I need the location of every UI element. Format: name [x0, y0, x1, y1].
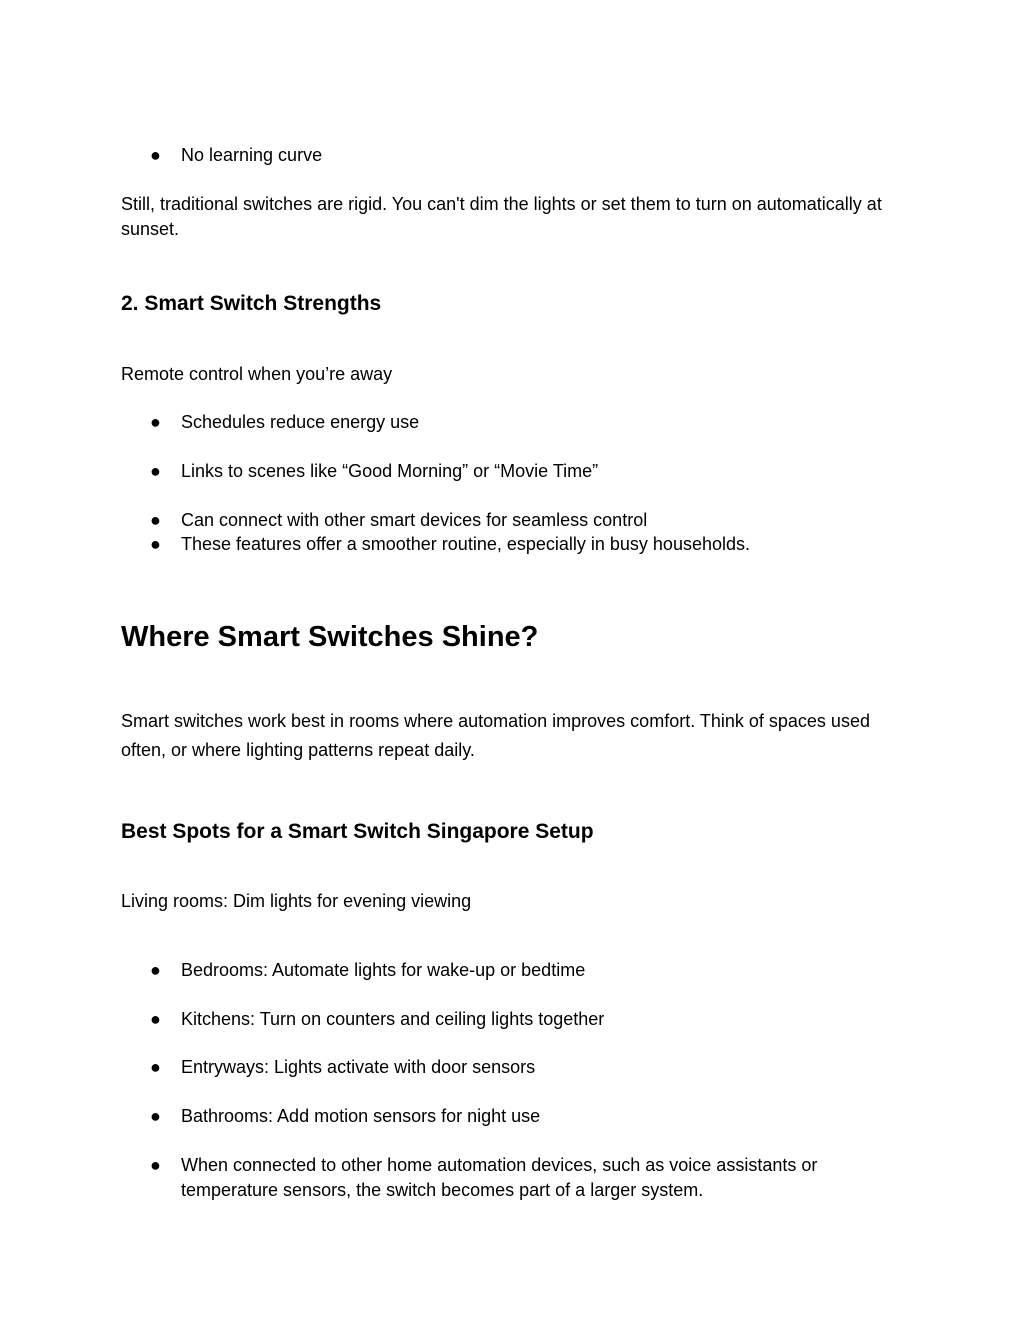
bullet-icon: ● [150, 145, 161, 165]
bullet-icon: ● [150, 534, 161, 554]
list-item-text: Bathrooms: Add motion sensors for night use [181, 1106, 541, 1126]
list-item-text: Kitchens: Turn on counters and ceiling lights together [181, 1009, 605, 1029]
heading-best-spots: Best Spots for a Smart Switch Singapore Setup [121, 820, 594, 843]
bullet-icon: ● [150, 412, 161, 432]
bullet-icon: ● [150, 1057, 161, 1077]
list-item-text: Bedrooms: Automate lights for wake-up or bedtime [181, 960, 586, 980]
heading-strengths: 2. Smart Switch Strengths [121, 292, 382, 315]
bullet-icon: ● [150, 1155, 161, 1175]
bullet-icon: ● [150, 510, 161, 530]
paragraph-living-rooms: Living rooms: Dim lights for evening viewing [121, 891, 472, 911]
list-item-text: Links to scenes like “Good Morning” or “Movie Time” [181, 461, 599, 481]
paragraph-remote: Remote control when you’re away [121, 364, 393, 384]
bullet-icon: ● [150, 1106, 161, 1126]
list-item-text: Schedules reduce energy use [181, 412, 420, 432]
bullet-icon: ● [150, 461, 161, 481]
heading-shine: Where Smart Switches Shine? [121, 621, 539, 653]
bullet-icon: ● [150, 1009, 161, 1029]
paragraph-rigid: Still, traditional switches are rigid. You can't dim the lights or set them to turn on automatically at sunset. [121, 194, 882, 239]
bullet-icon: ● [150, 960, 161, 980]
list-item-text: Can connect with other smart devices for seamless control [181, 510, 648, 530]
paragraph-shine: Smart switches work best in rooms where automation improves comfort. Think of spaces used often, or where lighting patterns repeat daily. [121, 711, 870, 760]
list-item-text: These features offer a smoother routine, especially in busy households. [181, 534, 750, 554]
list-item-text: When connected to other home automation devices, such as voice assistants or temperature sensors, the switch becomes part of a larger system. [181, 1155, 818, 1200]
list-item-text: No learning curve [181, 145, 323, 165]
list-item-text: Entryways: Lights activate with door sensors [181, 1057, 536, 1077]
